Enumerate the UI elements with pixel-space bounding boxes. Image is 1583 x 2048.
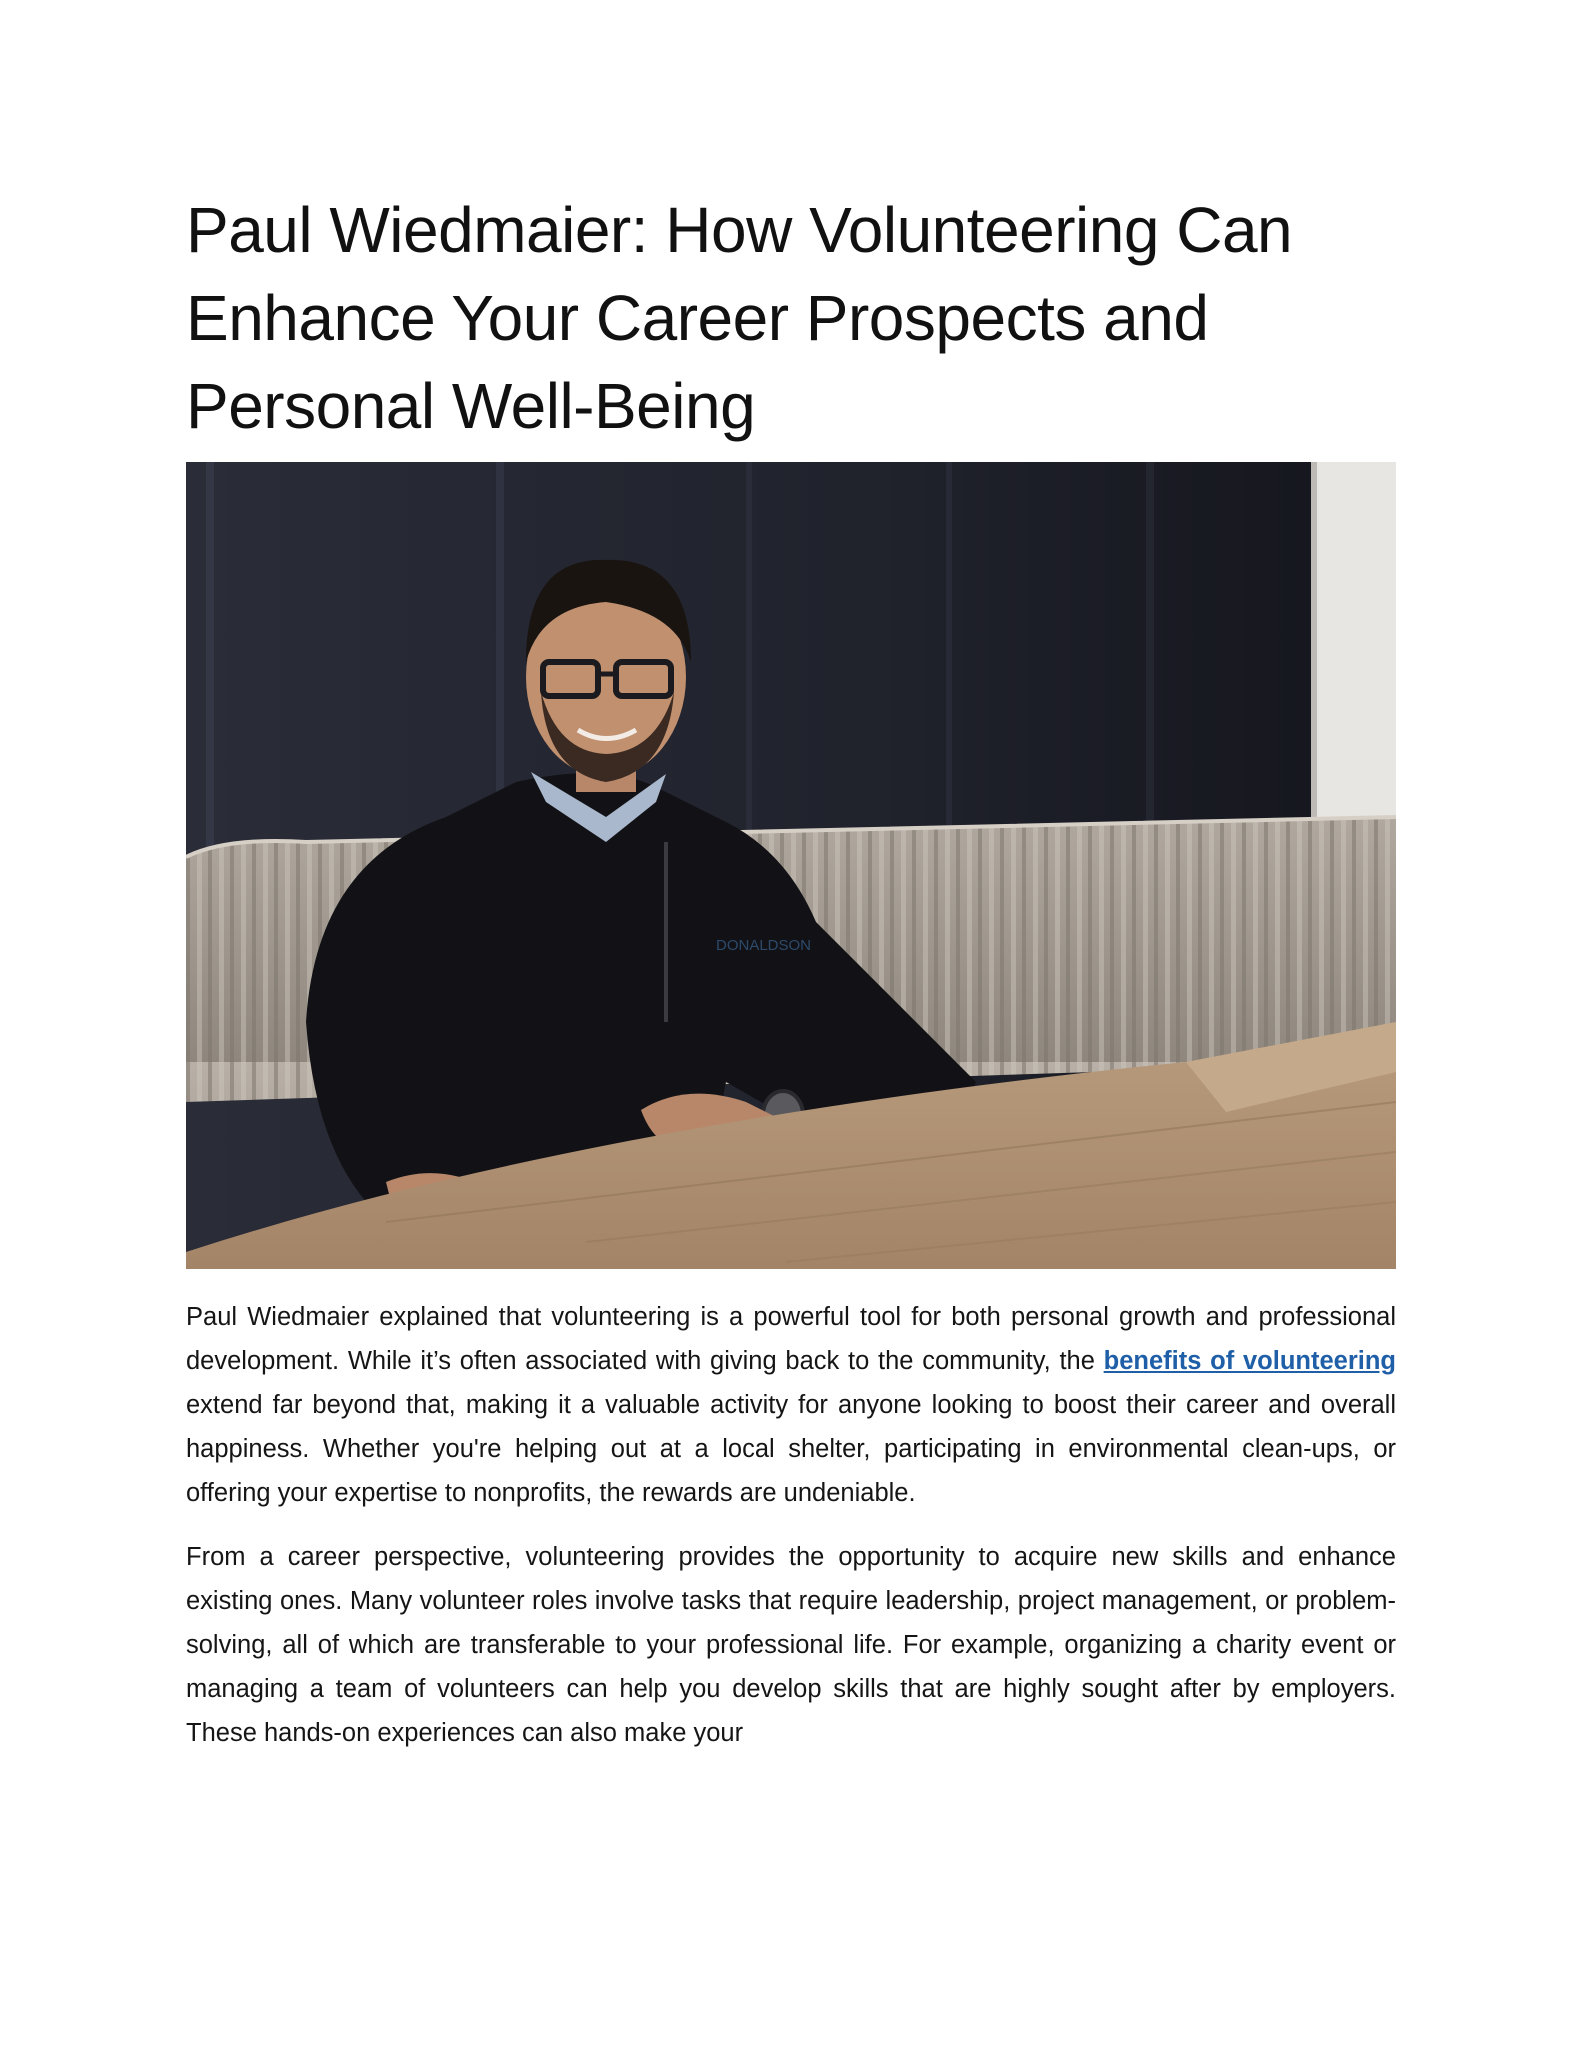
paragraph-1 (186, 1295, 1396, 1515)
paragraph-1-intro: Paul Wiedmaier explained that volunteering is a powerful tool for both personal growth and professional development. While it’s often associated with giving back to the community, the (186, 1303, 1396, 1375)
paragraph-2: From a career perspective, volunteering provides the opportunity to acquire new skills and enhance existing ones. Many volunteer roles involve tasks that require leadership, project management, or problem-solving, all of which are transferable to your professional life. For example, organizing a charity event or managing a team of volunteers can help you develop skills that are highly sought after by employers. These hands-on experiences can also make your (186, 1543, 1396, 1747)
document-page (186, 186, 1396, 1775)
article-body (186, 1295, 1396, 1755)
article-title: Paul Wiedmaier: How Volunteering Can Enhance Your Career Prospects and Personal Well-Being (186, 194, 1293, 442)
shirt-logo-text: DONALDSON (716, 937, 812, 954)
paragraph-1-rest: extend far beyond that, making it a valuable activity for anyone looking to boost their career and overall happiness. Whether you're helping out at a local shelter, participating in environmental clean-ups, or offering your expertise to nonprofits, the rewards are undeniable. (186, 1391, 1396, 1507)
benefits-of-volunteering-link[interactable]: benefits of volunteering (1103, 1347, 1396, 1375)
article-photo (186, 462, 1396, 1269)
